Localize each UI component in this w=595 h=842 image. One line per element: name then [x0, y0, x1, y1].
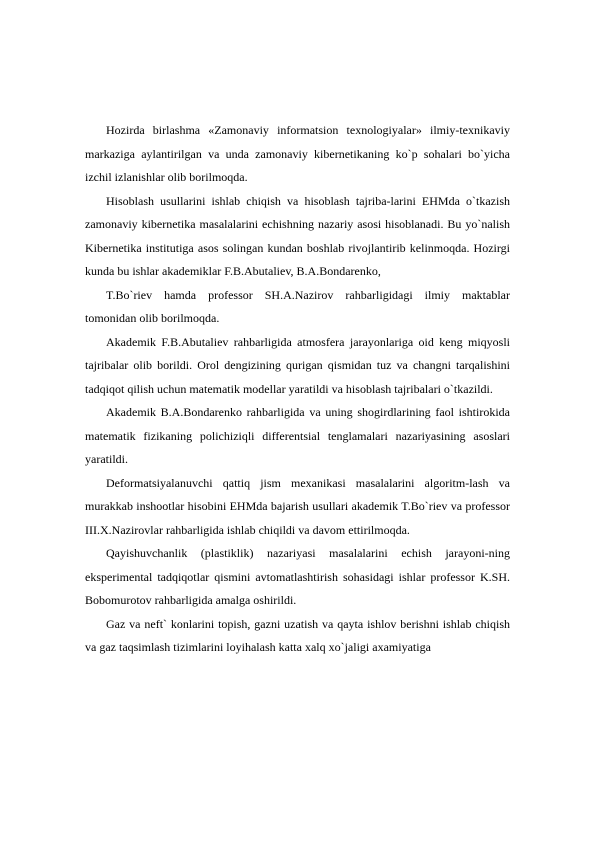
paragraph-1: Hozirda birlashma «Zamonaviy informatsion texnologiyalar» ilmiy-texnikaviy markaziga aylantirilgan va unda zamonaviy kibernetikaning ko`p sohalari bo`yicha izchil izlanishlar olib borilmoqda. — [85, 123, 510, 184]
paragraph-6: Deformatsiyalanuvchi qattiq jism mexanikasi masalalarini algoritm-lash va murakkab inshootlar hisobini EHMda bajarish usullari akademik T.Bo`riev va professor III.X.Nazirovlar rahbarligida ishlab chiqildi va davom ettirilmoqda. — [85, 475, 510, 537]
paragraph-8: Gaz va neft` konlarini topish, gazni uzatish va qayta ishlov berishni ishlab chiqish va gaz taqsimlash tizimlarini loyihalash katta xalq xo`jaligi axamiyatiga — [85, 616, 510, 654]
paragraph-7: Qayishuvchanlik (plastiklik) nazariyasi masalalarini echish jarayoni-ning eksperimental tadqiqotlar qismini avtomatlashtirish sohasidagi ishlar professor K.SH. Bobomurotov rahbarligida amalga oshirildi. — [85, 546, 510, 607]
paragraph-5: Akademik B.A.Bondarenko rahbarligida va uning shogirdlarining faol ishtirokida matematik fizikaning polichiziqli differentsial tenglamalari nazariyasining asoslari yaratildi. — [85, 405, 510, 466]
document-page — [85, 119, 510, 660]
paragraph-3: T.Bo`riev hamda professor SH.A.Nazirov rahbarligidagi ilmiy maktablar tomonidan olib borilmoqda. — [85, 287, 510, 325]
paragraph-2: Hisoblash usullarini ishlab chiqish va hisoblash tajriba-larini EHMda o`tkazish zamonaviy kibernetika masalalarini echishning nazariy asosi hisoblanadi. Bu yo`nalish Kibernetika institutiga asos solingan kundan boshlab rivojlantirib kelinmoqda. Hozirgi kunda bu ishlar akademiklar F.B.Abutaliev, B.A.Bondarenko, — [85, 193, 510, 278]
paragraph-4: Akademik F.B.Abutaliev rahbarligida atmosfera jarayonlariga oid keng miqyosli tajribalar olib borildi. Orol dengizining qurigan qismidan tuz va changni tarqalishini tadqiqot qilish uchun matematik modellar yaratildi va hisoblash tajribalari o`tkazildi. — [85, 334, 510, 396]
